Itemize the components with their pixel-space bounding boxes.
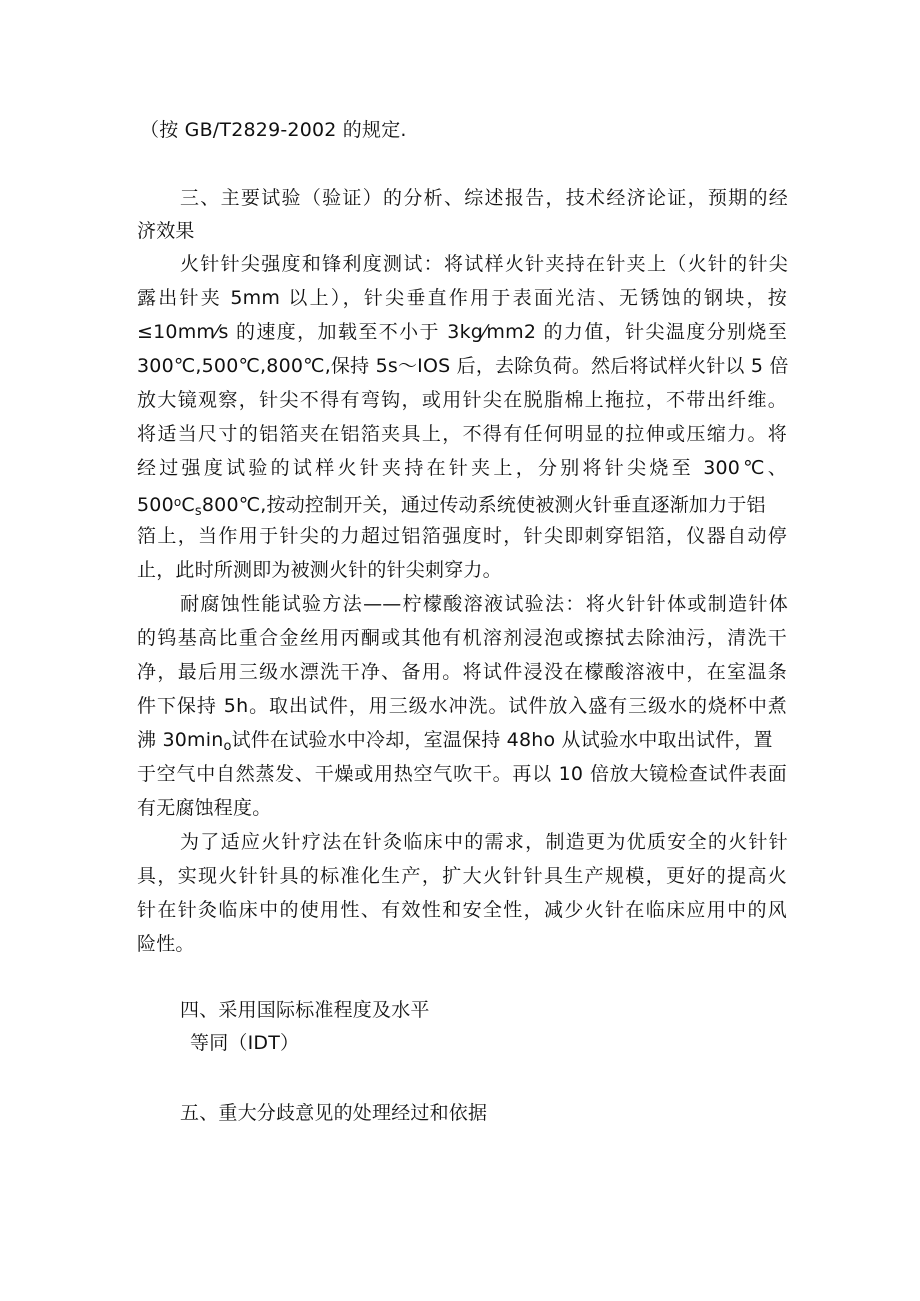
top-note: （按 GB/T2829-2002 的规定. bbox=[140, 119, 407, 141]
para1-line9: 箔上，当作用于针尖的力超过铝箔强度时，针尖即刺穿铝箔，仪器自动停 bbox=[137, 525, 787, 547]
section4-value: 等同（IDT） bbox=[190, 1032, 300, 1054]
para1-line6: 将适当尺寸的铝箔夹在铝箔夹具上，不得有任何明显的拉伸或压缩力。将 bbox=[137, 423, 787, 445]
para1-line3: ≤10mm⁄s 的速度，加载至不小于 3kg⁄mm2 的力值，针尖温度分别烧至 bbox=[137, 321, 787, 343]
para2-line3: 净，最后用三级水漂洗干净、备用。将试件浸没在檬酸溶液中，在室温条 bbox=[137, 661, 787, 683]
para1-line10: 止，此时所测即为被测火针的针尖刺穿力。 bbox=[137, 559, 502, 581]
para2-line4: 件下保持 5h。取出试件，用三级水冲洗。试件放入盛有三级水的烧杯中煮 bbox=[137, 695, 787, 717]
para1-line8 bbox=[137, 490, 766, 524]
para1-line8-sub: s bbox=[194, 504, 202, 519]
para3-line3: 针在针灸临床中的使用性、有效性和安全性，减少火针在临床应用中的风 bbox=[137, 899, 787, 921]
para1-line8-a: 500 bbox=[137, 494, 174, 516]
para1-line8-c: 800℃,按动控制开关，通过传动系统使被测火针垂直逐渐加力于铝 bbox=[201, 494, 766, 516]
para1-line8-b: C bbox=[181, 494, 195, 516]
para3-line2: 具，实现火针针具的标准化生产，扩大火针针具生产规模，更好的提高火 bbox=[137, 865, 787, 887]
para2-line5-a: 沸 30min bbox=[137, 729, 224, 751]
para1-line7: 经过强度试验的试样火针夹持在针夹上，分别将针尖烧至 300℃、 bbox=[137, 457, 787, 479]
section4-heading: 四、采用国际标准程度及水平 bbox=[180, 999, 430, 1021]
para2-line5-sub: o bbox=[223, 739, 232, 754]
para2-line2: 的钨基高比重合金丝用丙酮或其他有机溶剂浸泡或擦拭去除油污，清洗干 bbox=[137, 627, 787, 649]
para1-line2: 露出针夹 5mm 以上），针尖垂直作用于表面光洁、无锈蚀的钢块，按 bbox=[137, 287, 787, 309]
section3-heading-line1: 三、主要试验（验证）的分析、综述报告，技术经济论证，预期的经 bbox=[180, 187, 788, 209]
para2-line6: 于空气中自然蒸发、干燥或用热空气吹干。再以 10 倍放大镜检查试件表面 bbox=[137, 763, 787, 785]
para2-line5 bbox=[137, 728, 773, 759]
para3-line4: 险性。 bbox=[137, 933, 195, 955]
para1-line5: 放大镜观察，针尖不得有弯钩，或用针尖在脱脂棉上拖拉，不带出纤维。 bbox=[137, 389, 787, 411]
para2-line7: 有无腐蚀程度。 bbox=[137, 797, 272, 819]
section3-heading-line2: 济效果 bbox=[137, 220, 195, 242]
para1-line1: 火针针尖强度和锋利度测试：将试样火针夹持在针夹上（火针的针尖 bbox=[180, 253, 788, 275]
para2-line5-b: 试件在试验水中冷却，室温保持 48ho 从试验水中取出试件，置 bbox=[231, 729, 773, 751]
para1-line4: 300℃,500℃,800℃,保持 5s～IOS 后，去除负荷。然后将试样火针以 5 倍 bbox=[137, 355, 789, 377]
para1-line8-sup: o bbox=[173, 495, 182, 509]
section5-heading: 五、重大分歧意见的处理经过和依据 bbox=[180, 1102, 488, 1124]
para3-line1: 为了适应火针疗法在针灸临床中的需求，制造更为优质安全的火针针 bbox=[180, 831, 788, 853]
para2-line1: 耐腐蚀性能试验方法——柠檬酸溶液试验法：将火针针体或制造针体 bbox=[180, 593, 788, 615]
